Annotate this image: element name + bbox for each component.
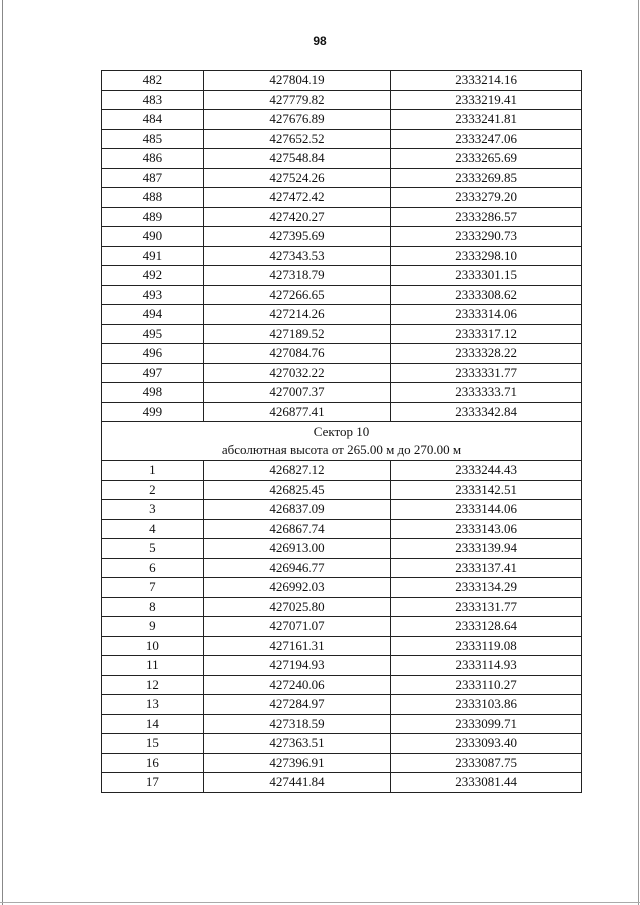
- table-row: [102, 500, 582, 520]
- point-number-cell: 498: [102, 383, 204, 403]
- table-row: [102, 753, 582, 773]
- point-number-cell: 490: [102, 227, 204, 247]
- y-coordinate-cell: 2333317.12: [391, 324, 582, 344]
- point-number-cell: 483: [102, 90, 204, 110]
- x-coordinate-cell: 426827.12: [203, 461, 391, 481]
- sector-title: Сектор 10: [313, 424, 370, 439]
- x-coordinate-cell: 427441.84: [203, 773, 391, 793]
- y-coordinate-cell: 2333110.27: [391, 675, 582, 695]
- table-row: [102, 344, 582, 364]
- x-coordinate-cell: 426877.41: [203, 402, 391, 422]
- x-coordinate-cell: 427318.79: [203, 266, 391, 286]
- point-number-cell: 1: [102, 461, 204, 481]
- y-coordinate-cell: 2333114.93: [391, 656, 582, 676]
- point-number-cell: 485: [102, 129, 204, 149]
- table-row: [102, 539, 582, 559]
- point-number-cell: 5: [102, 539, 204, 559]
- x-coordinate-cell: 427472.42: [203, 188, 391, 208]
- scan-edge-right: [638, 0, 639, 905]
- y-coordinate-cell: 2333134.29: [391, 578, 582, 598]
- y-coordinate-cell: 2333128.64: [391, 617, 582, 637]
- y-coordinate-cell: 2333265.69: [391, 149, 582, 169]
- x-coordinate-cell: 427025.80: [203, 597, 391, 617]
- x-coordinate-cell: 427214.26: [203, 305, 391, 325]
- table-row: [102, 461, 582, 481]
- y-coordinate-cell: 2333290.73: [391, 227, 582, 247]
- y-coordinate-cell: 2333269.85: [391, 168, 582, 188]
- table-row: [102, 402, 582, 422]
- point-number-cell: 11: [102, 656, 204, 676]
- table-row: [102, 480, 582, 500]
- point-number-cell: 10: [102, 636, 204, 656]
- point-number-cell: 16: [102, 753, 204, 773]
- y-coordinate-cell: 2333328.22: [391, 344, 582, 364]
- x-coordinate-cell: 427395.69: [203, 227, 391, 247]
- sector-header-body: [102, 422, 582, 461]
- point-number-cell: 484: [102, 110, 204, 130]
- table-row: [102, 246, 582, 266]
- y-coordinate-cell: 2333331.77: [391, 363, 582, 383]
- x-coordinate-cell: 427084.76: [203, 344, 391, 364]
- table-row: [102, 773, 582, 793]
- y-coordinate-cell: 2333143.06: [391, 519, 582, 539]
- x-coordinate-cell: 426825.45: [203, 480, 391, 500]
- y-coordinate-cell: 2333219.41: [391, 90, 582, 110]
- x-coordinate-cell: 427396.91: [203, 753, 391, 773]
- sector-header-row: [102, 422, 582, 461]
- table-row: [102, 675, 582, 695]
- point-number-cell: 2: [102, 480, 204, 500]
- table-row: [102, 363, 582, 383]
- table-row: [102, 597, 582, 617]
- y-coordinate-cell: 2333103.86: [391, 695, 582, 715]
- point-number-cell: 15: [102, 734, 204, 754]
- table-row: [102, 558, 582, 578]
- x-coordinate-cell: 426867.74: [203, 519, 391, 539]
- page-number: 98: [313, 34, 327, 48]
- y-coordinate-cell: 2333087.75: [391, 753, 582, 773]
- point-number-cell: 4: [102, 519, 204, 539]
- y-coordinate-cell: 2333214.16: [391, 71, 582, 91]
- table-row: [102, 636, 582, 656]
- x-coordinate-cell: 427189.52: [203, 324, 391, 344]
- y-coordinate-cell: 2333308.62: [391, 285, 582, 305]
- x-coordinate-cell: 426992.03: [203, 578, 391, 598]
- point-number-cell: 14: [102, 714, 204, 734]
- x-coordinate-cell: 427161.31: [203, 636, 391, 656]
- table-row: [102, 324, 582, 344]
- y-coordinate-cell: 2333244.43: [391, 461, 582, 481]
- point-number-cell: 499: [102, 402, 204, 422]
- point-number-cell: 9: [102, 617, 204, 637]
- x-coordinate-cell: 427318.59: [203, 714, 391, 734]
- y-coordinate-cell: 2333301.15: [391, 266, 582, 286]
- x-coordinate-cell: 427032.22: [203, 363, 391, 383]
- table-row: [102, 617, 582, 637]
- point-number-cell: 486: [102, 149, 204, 169]
- x-coordinate-cell: 427652.52: [203, 129, 391, 149]
- x-coordinate-cell: 427420.27: [203, 207, 391, 227]
- point-number-cell: 491: [102, 246, 204, 266]
- point-number-cell: 488: [102, 188, 204, 208]
- y-coordinate-cell: 2333131.77: [391, 597, 582, 617]
- point-number-cell: 13: [102, 695, 204, 715]
- table-row: [102, 578, 582, 598]
- x-coordinate-cell: 427548.84: [203, 149, 391, 169]
- x-coordinate-cell: 427804.19: [203, 71, 391, 91]
- y-coordinate-cell: 2333081.44: [391, 773, 582, 793]
- x-coordinate-cell: 426946.77: [203, 558, 391, 578]
- table-row: [102, 266, 582, 286]
- point-number-cell: 496: [102, 344, 204, 364]
- y-coordinate-cell: 2333342.84: [391, 402, 582, 422]
- x-coordinate-cell: 427343.53: [203, 246, 391, 266]
- table-row: [102, 734, 582, 754]
- x-coordinate-cell: 427194.93: [203, 656, 391, 676]
- table-row: [102, 227, 582, 247]
- point-number-cell: 493: [102, 285, 204, 305]
- point-number-cell: 12: [102, 675, 204, 695]
- scan-edge-left: [2, 0, 3, 905]
- y-coordinate-cell: 2333314.06: [391, 305, 582, 325]
- x-coordinate-cell: 427676.89: [203, 110, 391, 130]
- x-coordinate-cell: 427524.26: [203, 168, 391, 188]
- point-number-cell: 489: [102, 207, 204, 227]
- x-coordinate-cell: 427240.06: [203, 675, 391, 695]
- table-row: [102, 695, 582, 715]
- table-body-before: [102, 71, 582, 422]
- sector-header-cell: [102, 422, 582, 461]
- y-coordinate-cell: 2333139.94: [391, 539, 582, 559]
- y-coordinate-cell: 2333142.51: [391, 480, 582, 500]
- x-coordinate-cell: 427007.37: [203, 383, 391, 403]
- table-row: [102, 305, 582, 325]
- y-coordinate-cell: 2333093.40: [391, 734, 582, 754]
- coordinates-table: [101, 70, 582, 793]
- scan-edge-bottom: [0, 902, 640, 903]
- table-body-after: [102, 461, 582, 793]
- x-coordinate-cell: 427363.51: [203, 734, 391, 754]
- table-row: [102, 149, 582, 169]
- point-number-cell: 494: [102, 305, 204, 325]
- x-coordinate-cell: 426837.09: [203, 500, 391, 520]
- point-number-cell: 7: [102, 578, 204, 598]
- y-coordinate-cell: 2333144.06: [391, 500, 582, 520]
- point-number-cell: 487: [102, 168, 204, 188]
- table-row: [102, 519, 582, 539]
- y-coordinate-cell: 2333099.71: [391, 714, 582, 734]
- y-coordinate-cell: 2333298.10: [391, 246, 582, 266]
- point-number-cell: 497: [102, 363, 204, 383]
- y-coordinate-cell: 2333286.57: [391, 207, 582, 227]
- point-number-cell: 6: [102, 558, 204, 578]
- y-coordinate-cell: 2333333.71: [391, 383, 582, 403]
- point-number-cell: 8: [102, 597, 204, 617]
- x-coordinate-cell: 427779.82: [203, 90, 391, 110]
- point-number-cell: 17: [102, 773, 204, 793]
- table-row: [102, 207, 582, 227]
- table-row: [102, 383, 582, 403]
- point-number-cell: 492: [102, 266, 204, 286]
- point-number-cell: 3: [102, 500, 204, 520]
- y-coordinate-cell: 2333137.41: [391, 558, 582, 578]
- y-coordinate-cell: 2333241.81: [391, 110, 582, 130]
- table-row: [102, 129, 582, 149]
- x-coordinate-cell: 427284.97: [203, 695, 391, 715]
- table-row: [102, 110, 582, 130]
- table-row: [102, 90, 582, 110]
- point-number-cell: 482: [102, 71, 204, 91]
- table-row: [102, 285, 582, 305]
- y-coordinate-cell: 2333119.08: [391, 636, 582, 656]
- y-coordinate-cell: 2333247.06: [391, 129, 582, 149]
- table-row: [102, 71, 582, 91]
- table-row: [102, 656, 582, 676]
- point-number-cell: 495: [102, 324, 204, 344]
- table-row: [102, 168, 582, 188]
- table-row: [102, 714, 582, 734]
- x-coordinate-cell: 427266.65: [203, 285, 391, 305]
- x-coordinate-cell: 426913.00: [203, 539, 391, 559]
- table-row: [102, 188, 582, 208]
- sector-subtitle: абсолютная высота от 265.00 м до 270.00 м: [221, 442, 462, 457]
- x-coordinate-cell: 427071.07: [203, 617, 391, 637]
- y-coordinate-cell: 2333279.20: [391, 188, 582, 208]
